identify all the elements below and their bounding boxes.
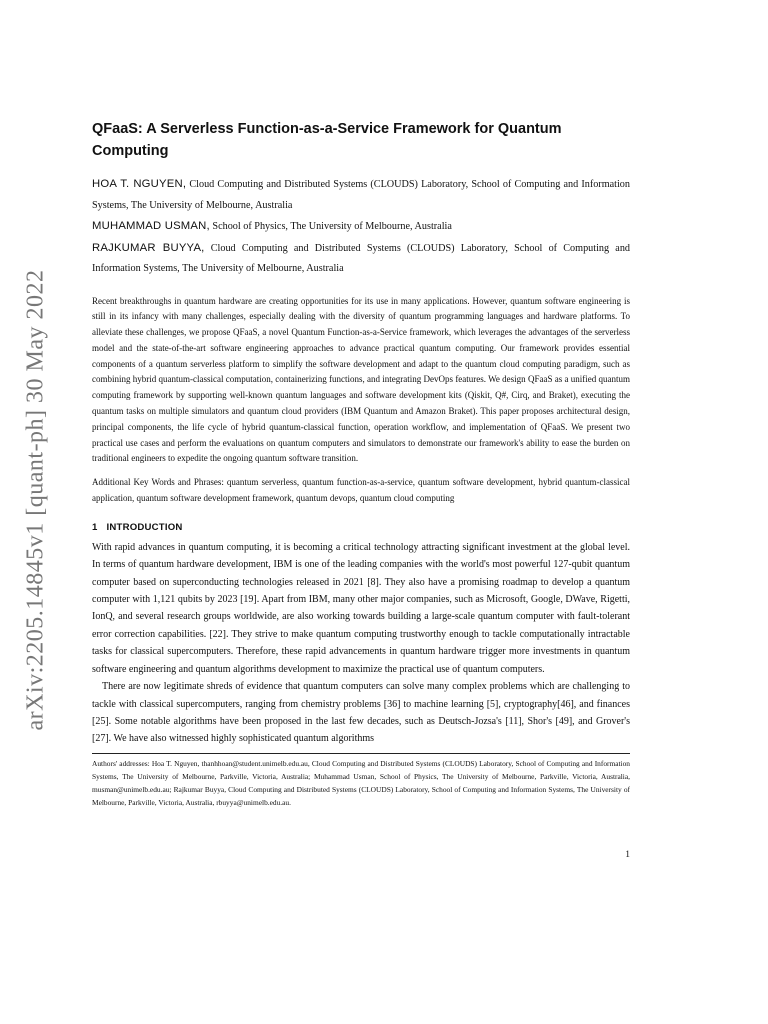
author-name: MUHAMMAD USMAN, (92, 220, 210, 232)
footnote-divider (92, 753, 630, 754)
section-heading (92, 522, 630, 533)
section-title: INTRODUCTION (106, 521, 183, 533)
author-entry (92, 216, 630, 238)
abstract: Recent breakthroughs in quantum hardware are creating opportunities for its use in many applications. However, quantum software engineering is still in its infancy with many challenges, especially dealing with the diversity of quantum programming languages and hardware platforms. To alleviate these challenges, we propose QFaaS, a novel Quantum Function-as-a-Service framework, which leverages the advantages of the serverless model and the state-of-the-art software engineering approaches to advance practical quantum computing. Our framework provides essential components of a quantum serverless platform to simplify the software development and adapt to the quantum cloud computing paradigm, such as combining hybrid quantum-classical computation, containerizing functions, and integrating DevOps features. We design QFaaS as a unified quantum computing framework by supporting well-known quantum languages and software development kits (Qiskit, Q#, Cirq, and Braket), executing the quantum tasks on multiple simulators and quantum cloud providers (IBM Quantum and Amazon Braket). This paper proposes architectural design, principal components, the life cycle of hybrid quantum-classical function, operation workflow, and implementation of QFaaS. We present two practical use cases and perform the evaluations on quantum computers and simulators to demonstrate our framework's ability to ease the burden on traditional engineers to expedite the ongoing quantum software transition. (92, 295, 630, 464)
arxiv-identifier: arXiv:2205.14845v1 [quant-ph] 30 May 2022 (22, 269, 49, 731)
section-number: 1 (92, 521, 98, 533)
author-name: HOA T. NGUYEN, (92, 178, 187, 190)
author-name: RAJKUMAR BUYYA, (92, 241, 205, 254)
paper-title: QFaaS: A Serverless Function-as-a-Service Framework for Quantum Computing (92, 121, 562, 159)
author-addresses-footnote: Authors' addresses: Hoa T. Nguyen, thanhhoan@student.unimelb.edu.au, Cloud Computing and Distributed Systems (CLOUDS) Laboratory, School of Computing and Information Systems, The University of Melbourne, Parkville, Victoria, Australia; Muhammad Usman, School of Physics, The University of Melbourne, Parkville, Victoria, Australia, musman@unimelb.edu.au; Rajkumar Buyya, Cloud Computing and Distributed Systems (CLOUDS) Laboratory, School of Computing and Information Systems, The University of Melbourne, Parkville, Victoria, Australia, rbuyya@unimelb.edu.au. (92, 758, 630, 808)
paper-page (92, 118, 631, 860)
author-affiliation: School of Physics, The University of Melbourne, Australia (212, 221, 452, 232)
author-entry (92, 238, 630, 280)
author-affiliation: Cloud Computing and Distributed Systems (CLOUDS) Laboratory, School of Computing and Information Systems, The University of Melbourne, Australia (92, 242, 631, 274)
arxiv-side-stamp (16, 255, 56, 745)
page-number: 1 (625, 850, 630, 860)
author-affiliation: Cloud Computing and Distributed Systems (CLOUDS) Laboratory, School of Computing and Information Systems, The University of Melbourne, Australia (92, 179, 630, 211)
body-paragraph: There are now legitimate shreds of evidence that quantum computers can solve many complex problems which are challenging to tackle with classical supercomputers, ranging from chemistry problems [36] to machine learning [5], cryptography[46], and finances [25]. Some notable algorithms have been proposed in the last few decades, such as Deutsch-Jozsa's [11], Shor's [49], and Grover's [27]. We have also witnessed highly sophisticated quantum algorithms (92, 681, 630, 745)
body-paragraph: With rapid advances in quantum computing, it is becoming a critical technology attracting significant investment at the global level. In terms of quantum hardware development, IBM is one of the leading companies with the world's most powerful 127-qubit quantum computer based on superconducting technologies released in 2021 [8]. They also have a promising roadmap to develop a quantum computer with 1,121 qubits by 2023 [19]. Apart from IBM, many other major companies, such as Microsoft, Google, DWave, Rigetti, IonQ, and several research groups worldwide, are also working towards building a large-scale quantum computer with fault-tolerant error correction capabilities. [22]. They strive to make quantum computing trustworthy enough to tackle computationally intractable tasks for classical supercomputers. Therefore, these rapid advancements in quantum hardware trigger more investments in quantum software engineering and quantum algorithms development to maximize the practical use of quantum computers. (92, 541, 630, 675)
keywords: Additional Key Words and Phrases: quantum serverless, quantum function-as-a-service, quantum software development, hybrid quantum-classical application, quantum software development framework, quantum devops, quantum cloud computing (92, 477, 630, 504)
author-entry (92, 174, 630, 216)
